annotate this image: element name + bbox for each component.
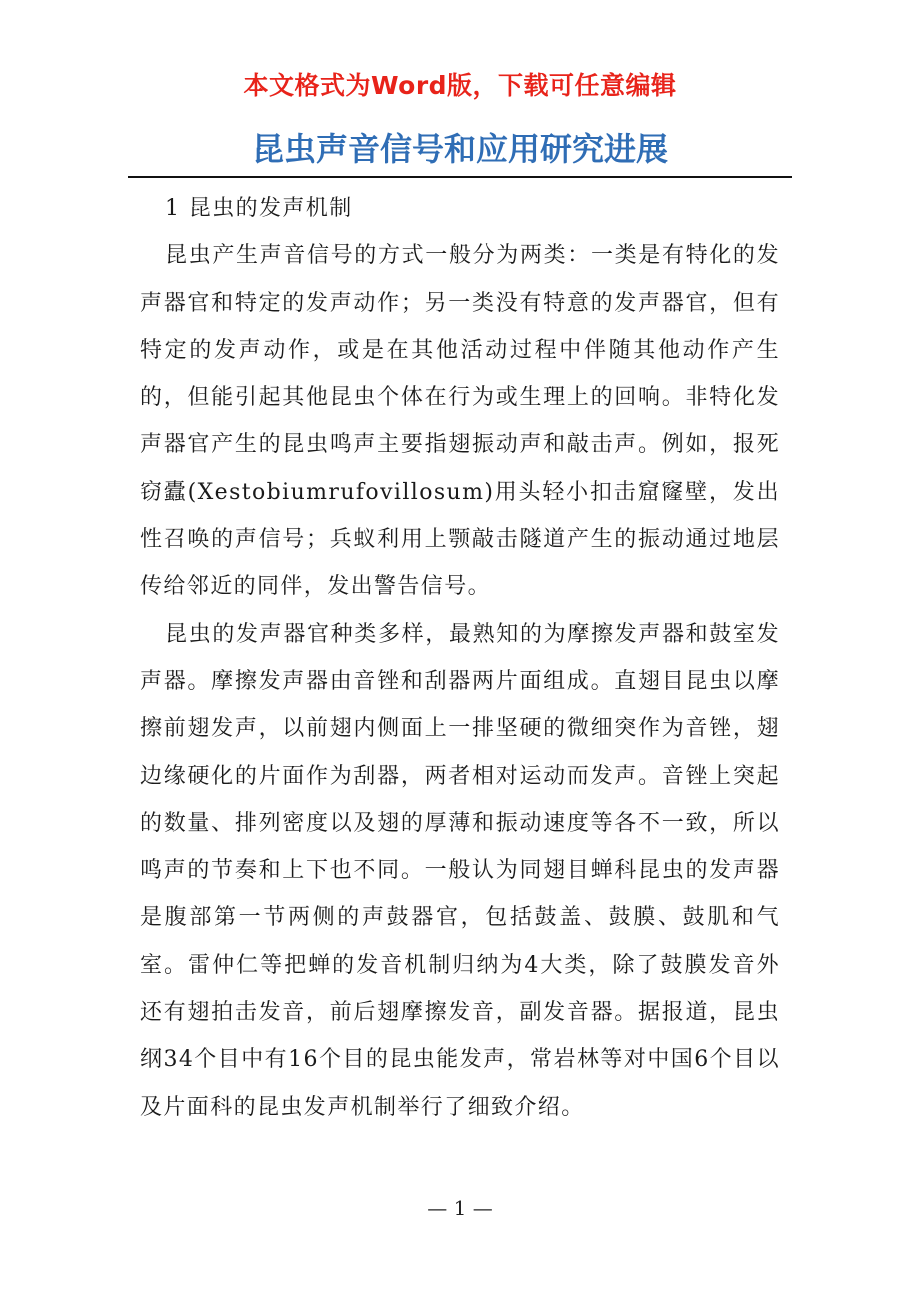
page-number: — 1 — bbox=[427, 1196, 493, 1220]
document-body bbox=[140, 185, 780, 1131]
download-banner: 本文格式为Word版，下载可任意编辑 bbox=[243, 71, 677, 100]
paragraph-2: 昆虫的发声器官种类多样，最熟知的为摩擦发声器和鼓室发声器。摩擦发声器由音锉和刮器两片面组成。直翅目昆虫以摩擦前翅发声，以前翅内侧面上一排坚硬的微细突作为音锉，翅边缘硬化的片面作为刮器，两者相对运动而发声。音锉上突起的数量、排列密度以及翅的厚薄和振动速度等各不一致，所以鸣声的节奏和上下也不同。一般认为同翅目蝉科昆虫的发声器是腹部第一节两侧的声鼓器官，包括鼓盖、鼓膜、鼓肌和气室。雷仲仁等把蝉的发音机制归纳为4大类，除了鼓膜发音外还有翅拍击发音，前后翅摩擦发音，副发音器。据报道，昆虫纲34个目中有16个目的昆虫能发声，常岩林等对中国6个目以及片面科的昆虫发声机制举行了细致介绍。 bbox=[140, 621, 780, 1120]
document-title: 昆虫声音信号和应用研究进展 bbox=[251, 130, 668, 168]
section-heading: 1 昆虫的发声机制 bbox=[165, 196, 353, 221]
paragraph-1: 昆虫产生声音信号的方式一般分为两类：一类是有特化的发声器官和特定的发声动作；另一类没有特意的发声器官，但有特定的发声动作，或是在其他活动过程中伴随其他动作产生的，但能引起其他昆虫个体在行为或生理上的回响。非特化发声器官产生的昆虫鸣声主要指翅振动声和敲击声。例如，报死窃蠹(Xestobiumrufovillosum)用头轻小扣击窟窿壁，发出性召唤的声信号；兵蚁利用上颚敲击隧道产生的振动通过地层传给邻近的同伴，发出警告信号。 bbox=[140, 243, 780, 600]
title-divider bbox=[128, 176, 792, 178]
